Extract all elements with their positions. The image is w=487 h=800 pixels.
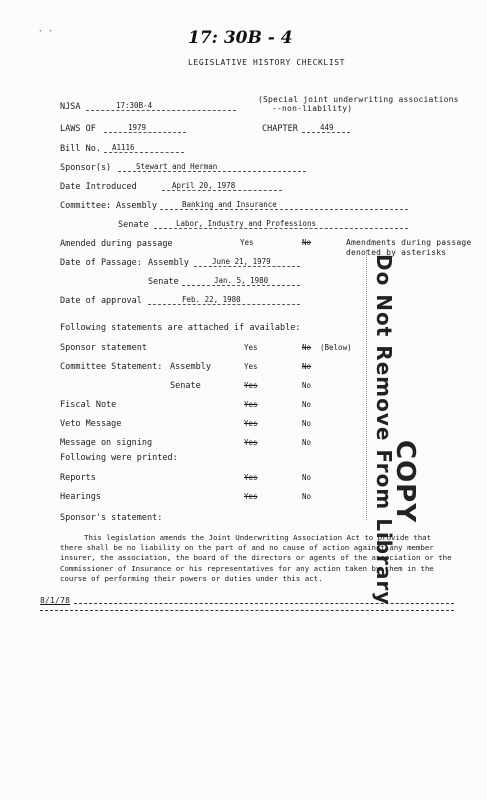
statement-yes: Yes [244, 438, 258, 447]
statement-no: No [302, 362, 312, 371]
library-stamp-text: Do Not Remove From Library [372, 254, 396, 606]
printed-label: Hearings [60, 492, 101, 502]
assembly-committee-value: Banking and Insurance [182, 200, 277, 209]
printed-no: No [302, 492, 312, 501]
committee-label: Committee: [60, 201, 112, 211]
date-introduced-value: April 20, 1978 [172, 181, 236, 190]
statement-yes: Yes [244, 362, 258, 371]
statement-yes: Yes [244, 343, 258, 352]
date-of-approval-label: Date of approval [60, 296, 142, 306]
njsa-note-line1: (Special joint underwriting associations [258, 95, 459, 104]
statement-label: Veto Message [60, 419, 122, 429]
statement-label: Fiscal Note [60, 400, 117, 410]
library-stamp-copy: COPY [390, 440, 420, 524]
attached-heading: Following statements are attached if available: [60, 323, 301, 333]
amended-no-struck: No [302, 238, 312, 247]
committee-senate-label: Senate [118, 220, 149, 230]
date-of-approval-value: Feb. 22, 1980 [182, 295, 241, 304]
footer-initials: 8/1/78 [40, 596, 71, 605]
page-title: LEGISLATIVE HISTORY CHECKLIST [188, 58, 346, 67]
statement-no: No [302, 438, 312, 447]
sponsor-statement-label: Sponsor's statement: [60, 513, 163, 523]
date-of-passage-label: Date of Passage: [60, 258, 142, 268]
njsa-note-line2: --non-liability) [272, 104, 353, 113]
passage-senate-label: Senate [148, 277, 179, 287]
amended-note-line1: Amendments during passage [346, 238, 472, 247]
statement-sub-label: Assembly [170, 362, 211, 372]
chapter-value: 449 [320, 123, 334, 132]
statement-yes: Yes [244, 381, 258, 390]
statement-sub-label: Senate [170, 381, 201, 391]
printed-no: No [302, 473, 312, 482]
njsa-label: NJSA [60, 102, 81, 112]
statement-no: No [302, 400, 312, 409]
amended-value: Yes [240, 238, 254, 247]
sponsor-statement-text: This legislation amends the Joint Underwriting Association Act to provide that there shall be no liability on the part of and no cause of action against any member insurer, the association, the board of the directors or agents of the association or the Commissioner of Insurance or his representatives for any action taken by them in the course of performing their powers or duties under this act. [60, 533, 452, 583]
laws-of-value: 1979 [128, 123, 147, 132]
passage-assembly-label: Assembly [148, 258, 189, 268]
date-introduced-label: Date Introduced [60, 182, 137, 192]
statement-extra: (Below) [320, 343, 352, 352]
stamp-border [366, 250, 417, 520]
passage-senate-value: Jan. 5, 1980 [214, 276, 269, 285]
printed-yes: Yes [244, 473, 258, 482]
chapter-label: CHAPTER [262, 124, 298, 134]
statement-label: Committee Statement: [60, 362, 163, 372]
amended-label: Amended during passage [60, 239, 173, 249]
bill-number-label: Bill No. [60, 144, 101, 154]
laws-of-label: LAWS OF [60, 124, 96, 134]
statement-no: No [302, 343, 312, 352]
statement-no: No [302, 381, 312, 390]
committee-assembly-label: Assembly [116, 201, 157, 211]
amended-note-line2: denoted by asterisks [346, 248, 447, 257]
sponsors-label: Sponsor(s) [60, 163, 112, 173]
statement-yes: Yes [244, 400, 258, 409]
following-printed-heading: Following were printed: [60, 453, 178, 463]
printed-yes: Yes [244, 492, 258, 501]
corner-mark: ˎ ˎ [38, 22, 54, 31]
bill-number-value: A1116 [112, 143, 135, 152]
senate-committee-value: Labor, Industry and Professions [176, 219, 316, 228]
statement-no: No [302, 419, 312, 428]
printed-label: Reports [60, 473, 96, 483]
sponsors-value: Stewart and Herman [136, 162, 218, 171]
handwritten-bill-number: 17: 30B - 4 [188, 28, 293, 48]
njsa-value: 17:30B-4 [116, 101, 153, 110]
statement-yes: Yes [244, 419, 258, 428]
passage-assembly-value: June 21, 1979 [212, 257, 271, 266]
statement-label: Message on signing [60, 438, 153, 448]
statement-label: Sponsor statement [60, 343, 147, 353]
